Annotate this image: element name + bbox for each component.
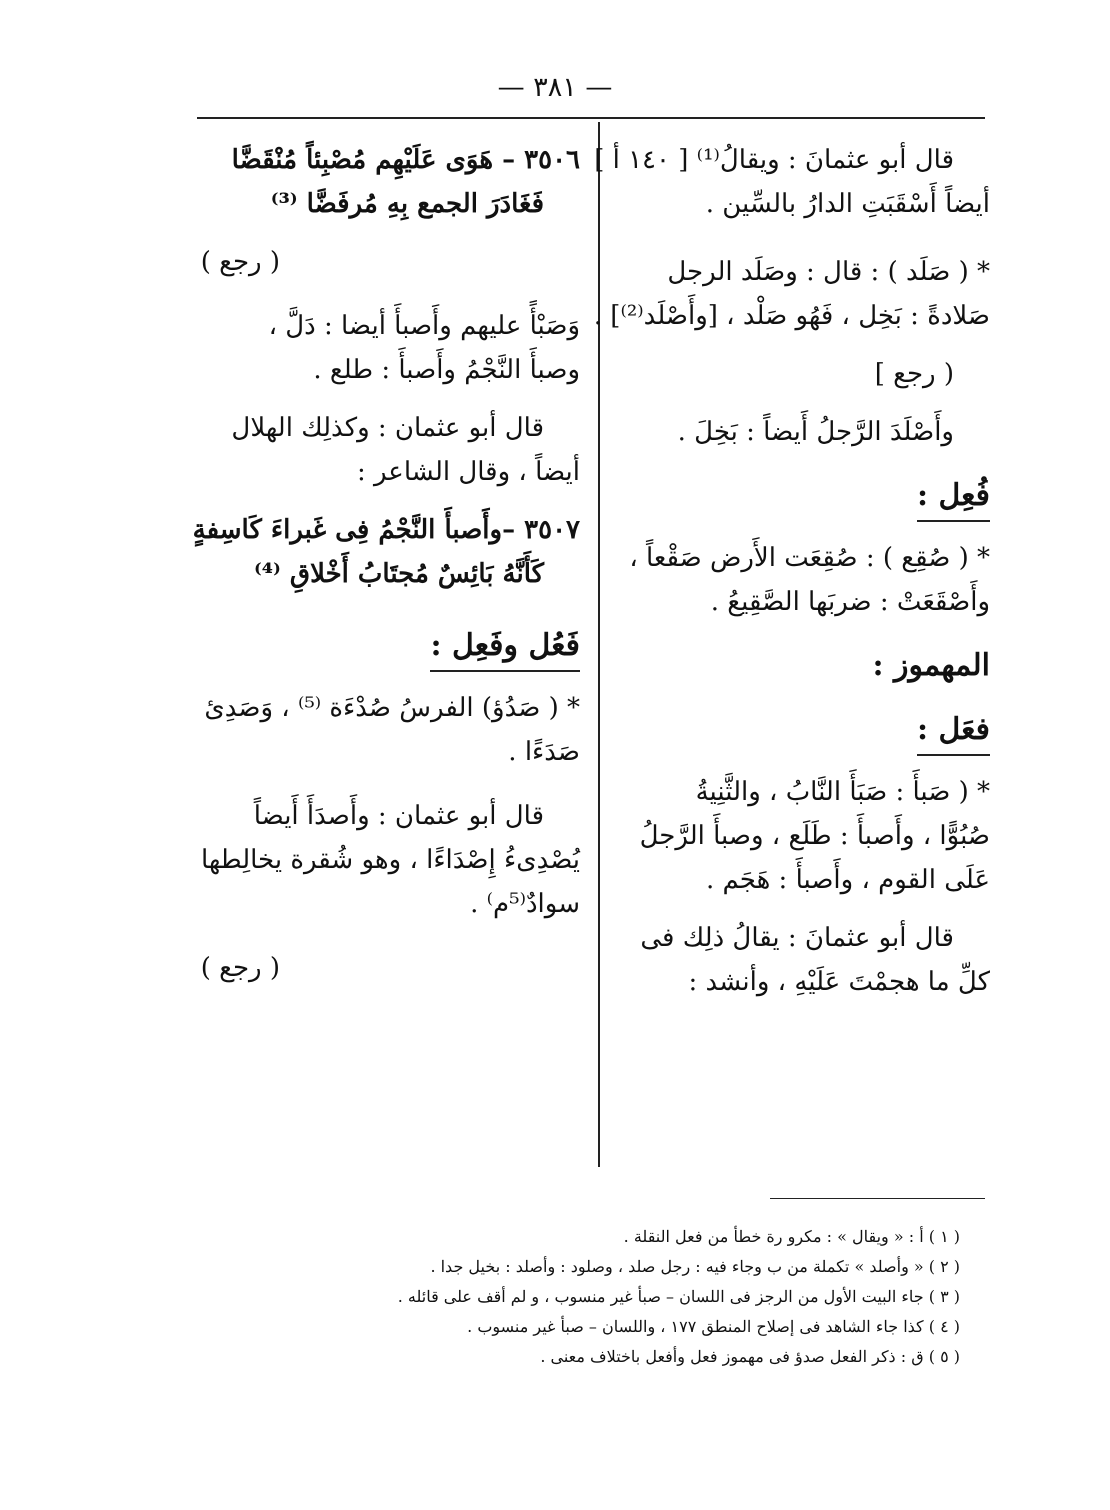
entry-sadua (180, 686, 580, 774)
verse-line: فَغَادَرَ الجمع بِهِ مُرفَضَّا ⁽³⁾ (270, 189, 544, 219)
text-line: صَدَءًا . (508, 737, 580, 767)
footnote-3: ( ٣ ) جاء البيت الأول من الرجز فى اللسان – صبأ غير منسوب ، و لم أقف على قائله . (397, 1287, 960, 1306)
text-line: يُصْدِىءُ إِصْدَاءًا ، وهو شُقرة يخالِطها (200, 845, 580, 875)
verse-3507 (180, 508, 580, 596)
paragraph-abu-uthman-2 (612, 916, 990, 1004)
verse-3506 (180, 138, 580, 226)
rajaa-marker: ( رجع ) (200, 953, 280, 983)
text-line: عَلَى القوم ، وأَصبأَ : هَجَم . (705, 865, 990, 895)
right-column (593, 138, 990, 1018)
paragraph-aslada: وأَصْلَدَ الرَّجلُ أَيضاً : بَخِلَ . (677, 417, 954, 447)
paragraph-sabaa (180, 304, 580, 392)
text-line: قال أبو عثمانَ : ويقالُ⁽¹⁾ [ ١٤٠ أ ] (594, 145, 954, 175)
section-heading-fauul-faiil: فَعُل وفَعِل : (430, 624, 580, 672)
paragraph-abu-uthman-3 (180, 406, 580, 494)
section-heading-mahmuz: المهموز : (872, 648, 990, 683)
footnote-5: ( ٥ ) ق : ذكر الفعل صدؤ فى مهموز فعل وأفعل باختلاف معنى . (540, 1347, 960, 1366)
verse-line: كَأَنَّهُ بَائِسٌ مُجتَابُ أَخْلاقِ ⁽⁴⁾ (253, 559, 544, 589)
text-line: قال أبو عثمان : وأَصدَأَ أَيضاً (253, 801, 544, 831)
text-line: وصبأَ النَّجْمُ وأَصبأَ : طلع . (313, 355, 580, 385)
text-line: * ( صَبأَ : صَبَأَ النَّابُ ، والثَّنِيةُ (695, 777, 990, 807)
footnote-2: ( ٢ ) « وأصلد » تكملة من ب وجاء فيه : رجل صلد ، وصلود : وأصلد : بخيل جدا . (430, 1257, 960, 1276)
section-heading-fuil: فُعِل : (917, 474, 990, 522)
paragraph-abu-uthman-4 (180, 794, 580, 926)
text-line: كلِّ ما هجمْتَ عَلَيْهِ ، وأنشد : (688, 967, 990, 997)
text-line: قال أبو عثمان : وكذلِك الهلال (231, 413, 544, 443)
verse-line: ٣٥٠٦ – هَوَى عَلَيْهِم مُصْبِئاً مُنْقَضَّا (231, 145, 580, 175)
rajaa-marker: ( رجع ) (200, 247, 280, 277)
footnote-rule (770, 1198, 985, 1199)
verse-line: ٣٥٠٧ –وأَصبأَ النَّجْمُ فِى غَبراءَ كَاسِفةٍ (192, 515, 580, 545)
text-line: * ( صَلَد ) : قال : وصَلَد الرجل (667, 257, 990, 287)
section-heading-faal: فعَل : (917, 708, 990, 756)
text-line: أيضاً أَسْقَبَتِ الدارُ بالسِّين . (705, 189, 990, 219)
text-line: صُبُوًّا ، وأَصبأَ : طَلَع ، وصبأَ الرَّجلُ (639, 821, 990, 851)
page-number: — ٣٨١ — (497, 72, 613, 103)
entry-suqi (612, 536, 990, 624)
text-line: * ( صَدُؤ) الفرسُ صُدْءَة ⁽⁵⁾ ، وَصَدِئ (204, 693, 580, 723)
footnote-1: ( ١ ) أ : « ويقال » : مكرو رة خطأ من فعل النقلة . (623, 1227, 960, 1246)
column-divider (598, 122, 600, 1167)
text-line: قال أبو عثمانَ : يقالُ ذلِك فى (640, 923, 954, 953)
text-line: وأَصْقَعَتْ : ضربَها الصَّقِيعُ . (710, 587, 990, 617)
footnotes (300, 1222, 960, 1372)
text-line: * ( صُقِع ) : صُقِعَت الأَرض صَقْعاً ، (629, 543, 990, 573)
footnote-4: ( ٤ ) كذا جاء الشاهد فى إصلاح المنطق ١٧٧ ، واللسان – صبأ غير منسوب . (467, 1317, 960, 1336)
entry-saba (612, 770, 990, 902)
text-line: وَصَبْأً عليهم وأَصبأَ أيضا : دَلَّ ، (268, 311, 580, 341)
left-column (180, 138, 580, 1004)
text-line: صَلادةً : بَخِل ، فَهُو صَلْد ، [وأَصْلَد⁽²⁾] . (593, 301, 990, 331)
text-line: أيضاً ، وقال الشاعر : (356, 457, 580, 487)
paragraph-abu-uthman-1 (594, 138, 990, 226)
rajaa-marker: ( رجع ] (874, 359, 954, 389)
header-rule (197, 117, 985, 119)
text-line: سوادٌ⁽⁵م⁾ . (470, 889, 580, 919)
entry-salad (593, 250, 990, 338)
